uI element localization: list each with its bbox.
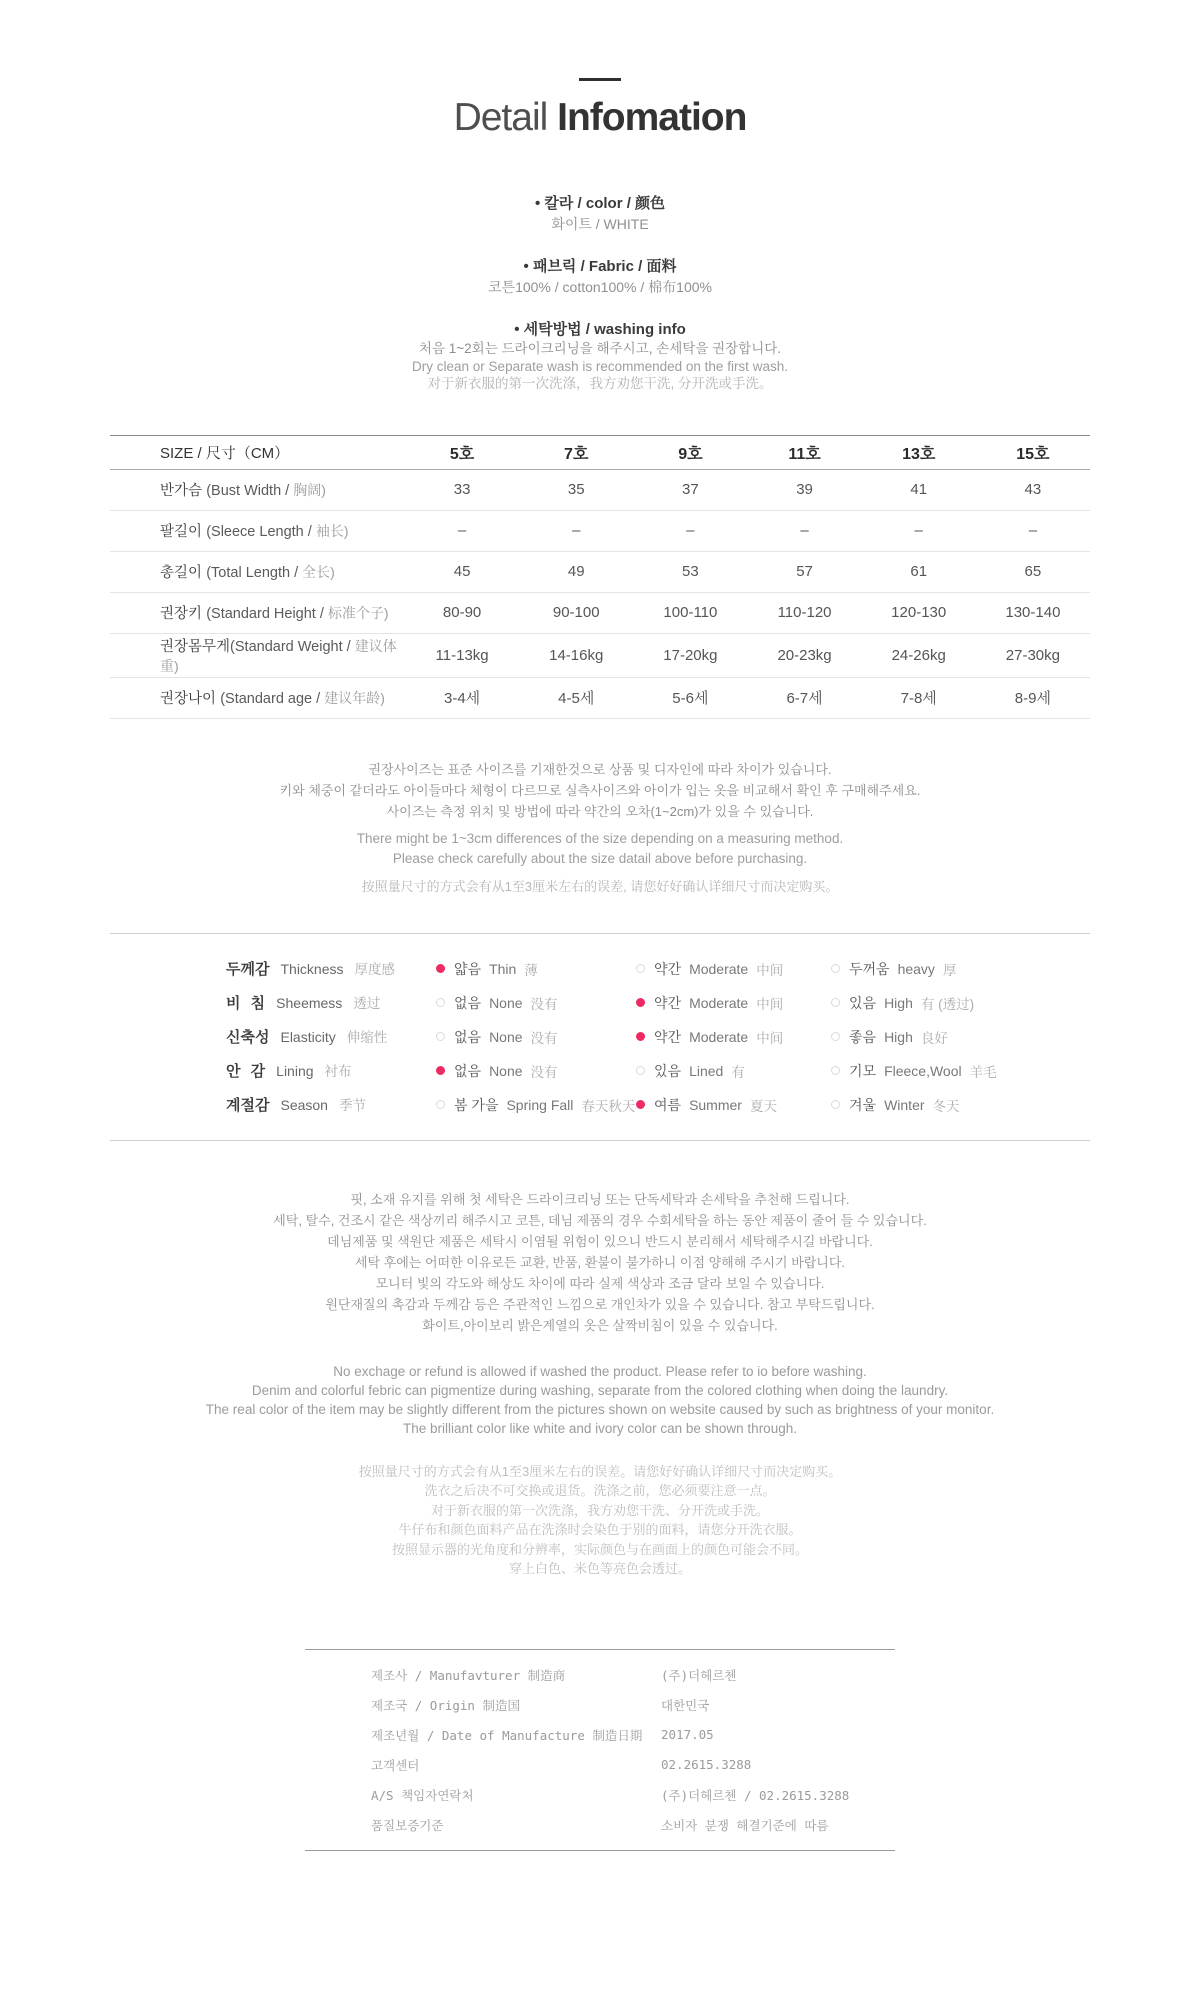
manufacturer-value: (주)더헤르첸 xyxy=(661,1667,737,1683)
manufacturer-value: 대한민국 xyxy=(661,1697,710,1713)
size-column-header: 7호 xyxy=(519,435,633,469)
washing-note-ko: 처음 1~2회는 드라이크리닝을 해주시고, 손세탁을 권장합니다. xyxy=(418,341,782,356)
table-row xyxy=(110,592,1090,633)
attribute-option: 약간 Moderate 中间 xyxy=(636,993,831,1013)
page-title-bold: Infomation xyxy=(557,96,747,139)
washing-note-zh: 对于新衣服的第一次洗涤，我方劝您干洗, 分开洗或手洗。 xyxy=(427,376,773,391)
size-notes xyxy=(0,759,1200,897)
manufacturer-label: 제조사 / Manufavturer 制造商 xyxy=(371,1667,566,1683)
size-cell: 57 xyxy=(747,551,861,592)
washing-section xyxy=(0,319,1200,393)
attribute-label: 비 침 Sheemess 透过 xyxy=(226,995,381,1012)
manufacturer-label: 제조년월 / Date of Manufacture 制造日期 xyxy=(371,1727,643,1743)
manufacturer-label: 품질보증기준 xyxy=(371,1817,444,1833)
attribute-option: 없음 None 没有 xyxy=(436,1061,636,1081)
manufacturer-row xyxy=(305,1720,895,1750)
radio-icon xyxy=(436,1032,445,1041)
manufacturer-row xyxy=(305,1810,895,1840)
washing-heading: • 세탁방법 / washing info xyxy=(514,321,686,338)
page-title xyxy=(0,95,1200,141)
size-column-header: 11호 xyxy=(747,435,861,469)
care-note-line: 데님제품 및 색원단 제품은 세탁시 이염될 위험이 있으니 반드시 분리해서 세탁해주시길 바랍니다. xyxy=(327,1233,873,1249)
size-cell: 110-120 xyxy=(747,592,861,633)
table-row xyxy=(110,633,1090,677)
size-row-label: 권장나이 (Standard age / 建议年龄) xyxy=(110,677,405,718)
size-table-header-label: SIZE / 尺寸（CM） xyxy=(110,435,405,469)
attribute-section xyxy=(110,933,1090,1141)
size-cell: 5-6세 xyxy=(633,677,747,718)
radio-icon xyxy=(636,1100,645,1109)
manufacturer-label: A/S 책임자연락처 xyxy=(371,1787,474,1803)
care-note-line: 穿上白色、米色等亮色会透过。 xyxy=(508,1561,691,1576)
size-cell: 20-23kg xyxy=(747,633,861,677)
radio-icon xyxy=(831,998,840,1007)
size-note-line: 按照量尺寸的方式会有从1至3厘米左右的误差, 请您好好确认详细尺寸而决定购买。 xyxy=(361,878,839,894)
size-cell: 11-13kg xyxy=(405,633,519,677)
care-note-line: No exchage or refund is allowed if washed the product. Please refer to io before washing. xyxy=(333,1363,867,1379)
washing-note-en: Dry clean or Separate wash is recommended on the first wash. xyxy=(412,358,788,374)
size-cell: 90-100 xyxy=(519,592,633,633)
attribute-label: 신축성 Elasticity 伸缩性 xyxy=(226,1029,388,1046)
attribute-option: 겨울 Winter 冬天 xyxy=(831,1095,1090,1115)
size-row-label: 팔길이 (Sleece Length / 袖长) xyxy=(110,510,405,551)
size-cell: 8-9세 xyxy=(976,677,1090,718)
size-cell: 61 xyxy=(862,551,976,592)
size-cell: – xyxy=(519,510,633,551)
table-row xyxy=(110,510,1090,551)
size-cell: – xyxy=(405,510,519,551)
size-cell: 27-30kg xyxy=(976,633,1090,677)
attribute-option: 봄 가을 Spring Fall 春天秋天 xyxy=(436,1095,636,1115)
care-note-line: The brilliant color like white and ivory color can be shown through. xyxy=(403,1420,797,1436)
color-value: 화이트 / WHITE xyxy=(551,216,649,232)
radio-icon xyxy=(636,998,645,1007)
size-note-line: 키와 체중이 같더라도 아이들마다 체형이 다르므로 실측사이즈와 아이가 입는 옷을 비교해서 확인 후 구매해주세요. xyxy=(279,782,921,798)
size-note-line: There might be 1~3cm differences of the size depending on a measuring method. xyxy=(356,830,844,846)
care-note-line: 按照量尺寸的方式会有从1至3厘米左右的误差。请您好好确认详细尺寸而决定购买。 xyxy=(358,1463,842,1479)
manufacturer-value: 소비자 분쟁 해결기준에 따름 xyxy=(661,1817,829,1833)
size-cell: 37 xyxy=(633,469,747,510)
care-note-line: 화이트,아이보리 밝은계열의 옷은 살짝비침이 있을 수 있습니다. xyxy=(422,1317,778,1333)
size-row-label: 권장몸무게(Standard Weight / 建议体重) xyxy=(110,633,405,677)
attribute-option: 있음 Lined 有 xyxy=(636,1061,831,1081)
attribute-option: 좋음 High 良好 xyxy=(831,1027,1090,1047)
attribute-option: 약간 Moderate 中间 xyxy=(636,1027,831,1047)
attribute-label: 계절감 Season 季节 xyxy=(226,1097,366,1114)
radio-icon xyxy=(831,1032,840,1041)
manufacturer-table xyxy=(305,1649,895,1851)
attribute-label: 안 감 Lining 衬布 xyxy=(226,1063,352,1080)
radio-icon xyxy=(831,964,840,973)
care-note-line: The real color of the item may be slightly different from the pictures shown on website caused by such as brightness of your monitor. xyxy=(205,1401,995,1417)
manufacturer-value: 2017.05 xyxy=(661,1727,714,1742)
table-row xyxy=(110,469,1090,510)
attribute-row-sheerness xyxy=(110,986,1090,1020)
care-notes-zh xyxy=(0,1462,1200,1579)
manufacturer-row xyxy=(305,1780,895,1810)
attribute-option: 여름 Summer 夏天 xyxy=(636,1095,831,1115)
size-column-header: 9호 xyxy=(633,435,747,469)
title-divider xyxy=(579,78,621,81)
fabric-heading: • 패브릭 / Fabric / 面料 xyxy=(523,258,677,275)
care-notes-en xyxy=(0,1362,1200,1438)
fabric-section xyxy=(0,256,1200,297)
size-cell: – xyxy=(862,510,976,551)
care-note-line: Denim and colorful febric can pigmentize during washing, separate from the colored clothing when doing the laundry. xyxy=(251,1382,949,1398)
manufacturer-label: 고객센터 xyxy=(371,1757,420,1773)
care-note-line: 洗衣之后决不可交换或退货。洗涤之前，您必须要注意一点。 xyxy=(424,1483,776,1498)
fabric-value: 코튼100% / cotton100% / 棉布100% xyxy=(488,279,712,295)
radio-icon xyxy=(436,998,445,1007)
size-cell: 4-5세 xyxy=(519,677,633,718)
attribute-label: 두께감 Thickness 厚度感 xyxy=(226,961,396,978)
size-cell: 7-8세 xyxy=(862,677,976,718)
size-notes-en xyxy=(0,829,1200,869)
size-notes-ko xyxy=(0,759,1200,822)
size-note-line: Please check carefully about the size datail above before purchasing. xyxy=(392,850,808,866)
manufacturer-value: (주)더헤르첸 / 02.2615.3288 xyxy=(661,1787,850,1803)
radio-icon xyxy=(636,964,645,973)
size-cell: 80-90 xyxy=(405,592,519,633)
size-row-label: 반가슴 (Bust Width / 胸阔) xyxy=(110,469,405,510)
attribute-option: 기모 Fleece,Wool 羊毛 xyxy=(831,1061,1090,1081)
size-cell: 3-4세 xyxy=(405,677,519,718)
size-column-header: 5호 xyxy=(405,435,519,469)
size-row-label: 총길이 (Total Length / 全长) xyxy=(110,551,405,592)
size-cell: 41 xyxy=(862,469,976,510)
page-title-light: Detail xyxy=(453,96,548,139)
manufacturer-value: 02.2615.3288 xyxy=(661,1757,752,1772)
care-note-line: 세탁, 탈수, 건조시 같은 색상끼리 해주시고 코튼, 데님 제품의 경우 수회세탁을 하는 동안 제품이 줄어 들 수 있습니다. xyxy=(273,1212,927,1228)
size-cell: 24-26kg xyxy=(862,633,976,677)
attribute-row-elasticity xyxy=(110,1020,1090,1054)
attribute-option: 있음 High 有 (透过) xyxy=(831,993,1090,1013)
size-note-line: 권장사이즈는 표준 사이즈를 기재한것으로 상품 및 디자인에 따라 차이가 있습니다. xyxy=(368,761,832,777)
size-column-header: 15호 xyxy=(976,435,1090,469)
size-cell: 100-110 xyxy=(633,592,747,633)
care-note-line: 모니터 빛의 각도와 해상도 차이에 따라 실제 색상과 조금 달라 보일 수 있습니다. xyxy=(375,1275,825,1291)
color-section xyxy=(0,193,1200,234)
size-row-label: 권장키 (Standard Height / 标准个子) xyxy=(110,592,405,633)
size-cell: 35 xyxy=(519,469,633,510)
size-table-header-row xyxy=(110,435,1090,469)
size-cell: 65 xyxy=(976,551,1090,592)
care-note-line: 세탁 후에는 어떠한 이유로든 교환, 반품, 환불이 불가하니 이점 양해해 주시기 바랍니다. xyxy=(354,1254,846,1270)
size-cell: 45 xyxy=(405,551,519,592)
size-cell: 53 xyxy=(633,551,747,592)
attribute-row-thickness xyxy=(110,952,1090,986)
size-cell: 39 xyxy=(747,469,861,510)
color-heading: • 칼라 / color / 颜色 xyxy=(534,195,666,212)
attribute-row-season xyxy=(110,1088,1090,1122)
radio-icon xyxy=(636,1066,645,1075)
radio-icon xyxy=(636,1032,645,1041)
care-note-line: 원단재질의 촉감과 두께감 등은 주관적인 느낌으로 개인차가 있을 수 있습니다. 참고 부탁드립니다. xyxy=(325,1296,875,1312)
table-row xyxy=(110,677,1090,718)
size-cell: 120-130 xyxy=(862,592,976,633)
radio-icon xyxy=(436,1066,445,1075)
manufacturer-row xyxy=(305,1690,895,1720)
table-row xyxy=(110,551,1090,592)
size-cell: 6-7세 xyxy=(747,677,861,718)
care-note-line: 按照显示器的光角度和分辨率，实际颜色与在画面上的颜色可能会不同。 xyxy=(391,1541,808,1557)
size-cell: – xyxy=(633,510,747,551)
size-cell: – xyxy=(747,510,861,551)
size-cell: 49 xyxy=(519,551,633,592)
size-cell: 14-16kg xyxy=(519,633,633,677)
care-note-line: 牛仔布和颜色面料产品在洗涤时会染色于别的面料，请您分开洗衣服。 xyxy=(398,1522,802,1537)
size-notes-zh xyxy=(0,877,1200,897)
radio-icon xyxy=(436,964,445,973)
radio-icon xyxy=(831,1100,840,1109)
radio-icon xyxy=(831,1066,840,1075)
size-cell: 17-20kg xyxy=(633,633,747,677)
size-cell: – xyxy=(976,510,1090,551)
size-cell: 43 xyxy=(976,469,1090,510)
size-cell: 33 xyxy=(405,469,519,510)
attribute-option: 약간 Moderate 中间 xyxy=(636,959,831,979)
attribute-row-lining xyxy=(110,1054,1090,1088)
care-note-line: 핏, 소재 유지를 위해 첫 세탁은 드라이크리닝 또는 단독세탁과 손세탁을 추천해 드립니다. xyxy=(350,1191,850,1207)
size-column-header: 13호 xyxy=(862,435,976,469)
care-note-line: 对于新衣服的第一次洗涤，我方劝您干洗、分开洗或手洗。 xyxy=(430,1502,769,1518)
size-cell: 130-140 xyxy=(976,592,1090,633)
attribute-option: 없음 None 没有 xyxy=(436,1027,636,1047)
size-table xyxy=(110,435,1090,719)
radio-icon xyxy=(436,1100,445,1109)
manufacturer-label: 제조국 / Origin 制造国 xyxy=(371,1697,520,1713)
manufacturer-row xyxy=(305,1660,895,1690)
product-info xyxy=(0,193,1200,393)
care-notes-ko xyxy=(0,1189,1200,1336)
attribute-option: 없음 None 没有 xyxy=(436,993,636,1013)
size-note-line: 사이즈는 측정 위치 및 방법에 따라 약간의 오차(1~2cm)가 있을 수 있습니다. xyxy=(386,803,814,819)
attribute-option: 얇음 Thin 薄 xyxy=(436,959,636,979)
attribute-option: 두꺼움 heavy 厚 xyxy=(831,959,1090,979)
manufacturer-row xyxy=(305,1750,895,1780)
